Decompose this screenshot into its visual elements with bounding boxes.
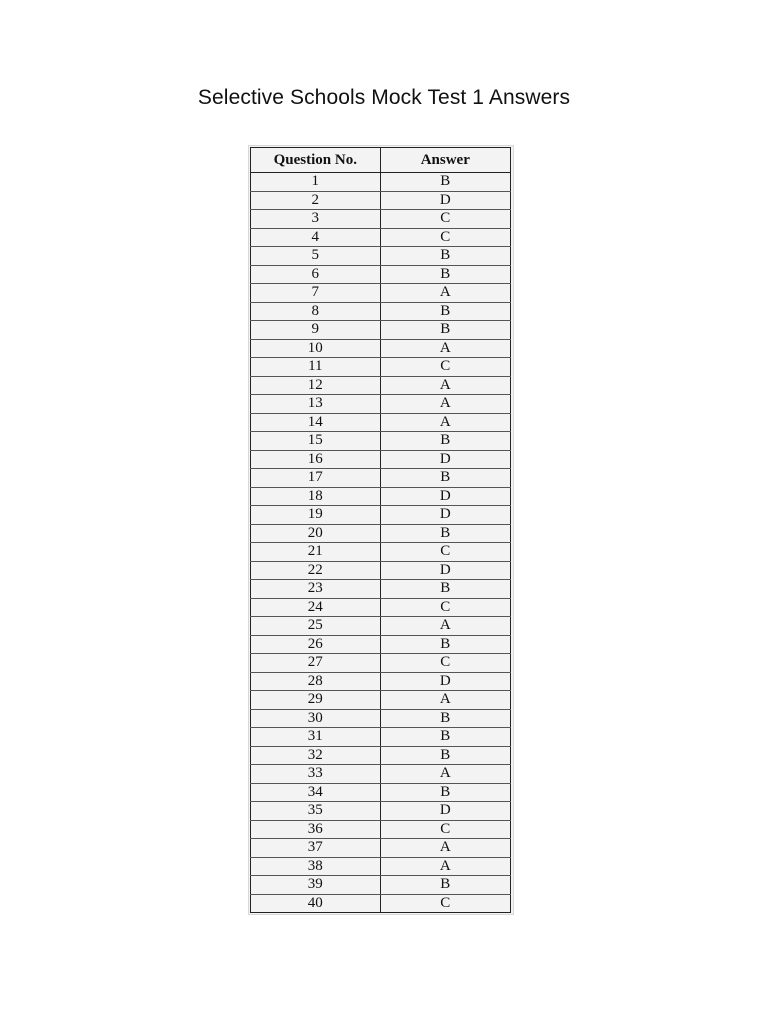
question-number-cell: 7 [251, 284, 381, 303]
table-row [251, 469, 511, 488]
answer-cell: B [380, 173, 510, 192]
answer-cell: A [380, 691, 510, 710]
table-row [251, 820, 511, 839]
question-number-cell: 3 [251, 210, 381, 229]
table-row [251, 598, 511, 617]
table-row [251, 210, 511, 229]
answer-cell: C [380, 543, 510, 562]
question-number-cell: 8 [251, 302, 381, 321]
table-row [251, 543, 511, 562]
table-row [251, 709, 511, 728]
answer-cell: B [380, 432, 510, 451]
question-number-cell: 20 [251, 524, 381, 543]
question-number-cell: 34 [251, 783, 381, 802]
answer-cell: D [380, 487, 510, 506]
table-row [251, 580, 511, 599]
answer-cell: D [380, 450, 510, 469]
answer-cell: A [380, 857, 510, 876]
table-row [251, 173, 511, 192]
table-row [251, 802, 511, 821]
table-row [251, 857, 511, 876]
page-title: Selective Schools Mock Test 1 Answers [197, 86, 571, 109]
question-number-cell: 1 [251, 173, 381, 192]
answer-cell: B [380, 580, 510, 599]
table-row [251, 728, 511, 747]
table-row [251, 247, 511, 266]
table-row [251, 746, 511, 765]
table-row [251, 894, 511, 913]
question-number-cell: 9 [251, 321, 381, 340]
question-number-cell: 12 [251, 376, 381, 395]
table-row [251, 635, 511, 654]
answer-cell: C [380, 358, 510, 377]
table-row [251, 302, 511, 321]
answer-cell: D [380, 561, 510, 580]
answer-cell: A [380, 395, 510, 414]
answer-cell: B [380, 265, 510, 284]
table-row [251, 395, 511, 414]
question-column-header: Question No. [251, 148, 381, 173]
table-row [251, 358, 511, 377]
question-number-cell: 18 [251, 487, 381, 506]
answer-cell: A [380, 376, 510, 395]
table-row [251, 506, 511, 525]
answer-cell: B [380, 783, 510, 802]
answer-table [250, 147, 511, 913]
question-number-cell: 2 [251, 191, 381, 210]
answer-cell: A [380, 339, 510, 358]
question-number-cell: 10 [251, 339, 381, 358]
answer-cell: B [380, 321, 510, 340]
table-row [251, 191, 511, 210]
question-number-cell: 6 [251, 265, 381, 284]
answer-cell: B [380, 302, 510, 321]
question-number-cell: 37 [251, 839, 381, 858]
question-number-cell: 38 [251, 857, 381, 876]
answer-rows [251, 173, 511, 913]
question-number-cell: 26 [251, 635, 381, 654]
answer-cell: D [380, 191, 510, 210]
answer-cell: A [380, 765, 510, 784]
question-number-cell: 32 [251, 746, 381, 765]
table-row [251, 284, 511, 303]
table-header-row [251, 148, 511, 173]
question-number-cell: 15 [251, 432, 381, 451]
question-number-cell: 16 [251, 450, 381, 469]
answer-cell: B [380, 709, 510, 728]
table-row [251, 376, 511, 395]
answer-cell: D [380, 802, 510, 821]
question-number-cell: 36 [251, 820, 381, 839]
answer-cell: A [380, 617, 510, 636]
answer-cell: C [380, 598, 510, 617]
answer-cell: B [380, 728, 510, 747]
answer-cell: D [380, 672, 510, 691]
table-row [251, 432, 511, 451]
question-number-cell: 14 [251, 413, 381, 432]
table-row [251, 339, 511, 358]
answer-cell: B [380, 469, 510, 488]
table-row [251, 783, 511, 802]
table-row [251, 524, 511, 543]
question-number-cell: 29 [251, 691, 381, 710]
answer-cell: C [380, 228, 510, 247]
question-number-cell: 39 [251, 876, 381, 895]
answer-cell: C [380, 654, 510, 673]
question-number-cell: 24 [251, 598, 381, 617]
question-number-cell: 33 [251, 765, 381, 784]
answer-cell: C [380, 820, 510, 839]
question-number-cell: 40 [251, 894, 381, 913]
answer-cell: A [380, 284, 510, 303]
question-number-cell: 13 [251, 395, 381, 414]
table-row [251, 691, 511, 710]
question-number-cell: 5 [251, 247, 381, 266]
table-row [251, 654, 511, 673]
answer-cell: B [380, 524, 510, 543]
table-row [251, 228, 511, 247]
answer-cell: A [380, 413, 510, 432]
table-row [251, 765, 511, 784]
answer-column-header: Answer [380, 148, 510, 173]
question-number-cell: 4 [251, 228, 381, 247]
table-row [251, 413, 511, 432]
answer-cell: C [380, 210, 510, 229]
table-row [251, 487, 511, 506]
answer-cell: A [380, 839, 510, 858]
question-number-cell: 31 [251, 728, 381, 747]
table-row [251, 561, 511, 580]
answer-cell: C [380, 894, 510, 913]
table-row [251, 672, 511, 691]
question-number-cell: 21 [251, 543, 381, 562]
question-number-cell: 19 [251, 506, 381, 525]
answer-cell: B [380, 746, 510, 765]
table-row [251, 839, 511, 858]
question-number-cell: 27 [251, 654, 381, 673]
table-row [251, 450, 511, 469]
answer-cell: D [380, 506, 510, 525]
table-row [251, 321, 511, 340]
question-number-cell: 25 [251, 617, 381, 636]
question-number-cell: 17 [251, 469, 381, 488]
question-number-cell: 22 [251, 561, 381, 580]
table-row [251, 265, 511, 284]
answer-cell: B [380, 247, 510, 266]
question-number-cell: 28 [251, 672, 381, 691]
answer-cell: B [380, 876, 510, 895]
question-number-cell: 35 [251, 802, 381, 821]
table-row [251, 617, 511, 636]
question-number-cell: 23 [251, 580, 381, 599]
table-row [251, 876, 511, 895]
answer-cell: B [380, 635, 510, 654]
question-number-cell: 30 [251, 709, 381, 728]
question-number-cell: 11 [251, 358, 381, 377]
